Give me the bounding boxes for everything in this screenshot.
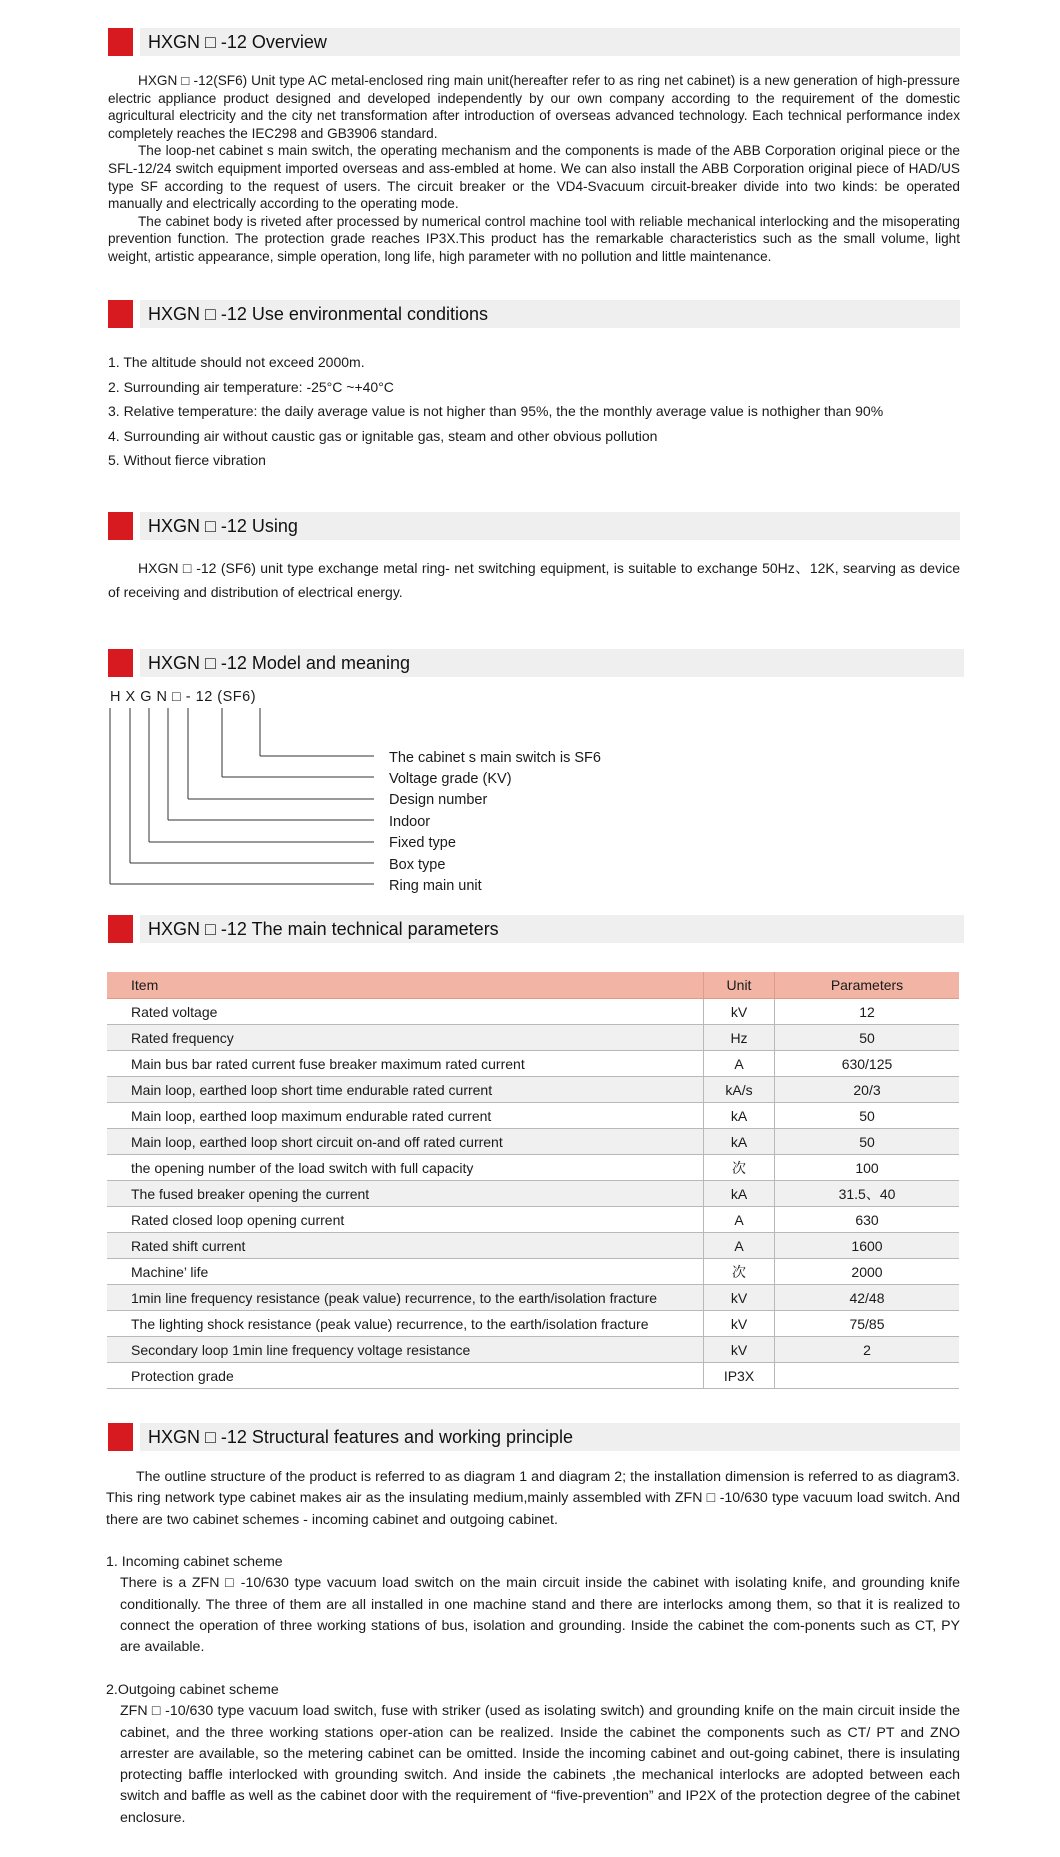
cell-item: Rated closed loop opening current: [107, 1207, 704, 1233]
cell-unit: kV: [704, 1311, 775, 1337]
section-title: HXGN □ -12 Using: [148, 516, 298, 536]
cell-item: the opening number of the load switch with full capacity: [107, 1155, 704, 1181]
list-item: 2. Surrounding air temperature: -25°C ~+40°C: [108, 378, 394, 395]
cell-value: 1600: [775, 1233, 960, 1259]
column-header-parameters: Parameters: [775, 972, 960, 999]
cell-item: The lighting shock resistance (peak value) recurrence, to the earth/isolation fracture: [107, 1311, 704, 1337]
cell-value: 31.5、40: [775, 1181, 960, 1207]
table-row: [107, 1077, 959, 1103]
cell-item: Machine’ life: [107, 1259, 704, 1285]
column-header-unit: Unit: [704, 972, 775, 999]
cell-unit: A: [704, 1051, 775, 1077]
cell-value: 50: [775, 1103, 960, 1129]
section-title: HXGN □ -12 The main technical parameters: [148, 919, 499, 939]
section-marker: [108, 915, 133, 943]
model-diagram: [108, 708, 388, 892]
cell-item: Protection grade: [107, 1363, 704, 1389]
cell-unit: kA: [704, 1103, 775, 1129]
cell-unit: kA/s: [704, 1077, 775, 1103]
meaning-label: Indoor: [389, 814, 431, 830]
column-header-item: Item: [107, 972, 704, 999]
cell-unit: A: [704, 1233, 775, 1259]
cell-value: 20/3: [775, 1077, 960, 1103]
table-row: [107, 1103, 959, 1129]
table-row: [107, 1311, 959, 1337]
cell-unit: IP3X: [704, 1363, 775, 1389]
overview-paragraph: The cabinet body is riveted after processed by numerical control machine tool with reliable mechanical interlocking and the misoperating prevention function. The protection grade reaches IP3X.This product has the remarkable characteristics such as the small volume, light weight, artistic appearance, simple operation, long life, high parameter with no pollution and little maintenance.: [108, 213, 960, 264]
cell-unit: 次: [704, 1155, 775, 1181]
section-title: HXGN □ -12 Model and meaning: [148, 653, 411, 673]
using-text: [108, 556, 960, 604]
cell-item: Main loop, earthed loop maximum endurable rated current: [107, 1103, 704, 1129]
section-title: HXGN □ -12 Use environmental conditions: [148, 304, 489, 324]
cell-item: The fused breaker opening the current: [107, 1181, 704, 1207]
cell-item: 1min line frequency resistance (peak value) recurrence, to the earth/isolation fracture: [107, 1285, 704, 1311]
cell-value: 630/125: [775, 1051, 960, 1077]
model-code: H X G N □ - 12 (SF6): [110, 689, 257, 705]
outgoing-text: ZFN □ -10/630 type vacuum load switch, fuse with striker (used as isolating switch) and grounding knife on the main circuit inside the cabinet, and the three working stations oper-ation can be realized. Inside the cabinet the components such as CT/ PT and ZNO arrester are available, so the metering cabinet can be omitted. Inside the incoming cabinet and out-going cabinet, there is insulating protecting baffle interlocked with grounding switch. And inside the cabinets ,the mechanical interlocks are adopted between each switch and baffle as well as the cabinet door with the requirement of “five-prevention” and IP2X of the protection degree of the cabinet enclosure.: [120, 1703, 960, 1826]
list-item: 5. Without fierce vibration: [108, 452, 266, 468]
structure-intro: [106, 1467, 960, 1531]
cell-value: 42/48: [775, 1285, 960, 1311]
environment-list: [108, 350, 960, 473]
cell-item: Main loop, earthed loop short circuit on-and off rated current: [107, 1129, 704, 1155]
cell-item: Main loop, earthed loop short time endurable rated current: [107, 1077, 704, 1103]
cell-unit: kV: [704, 1285, 775, 1311]
list-item: 1. The altitude should not exceed 2000m.: [108, 354, 365, 370]
cell-value: 50: [775, 1129, 960, 1155]
list-item: 4. Surrounding air without caustic gas or ignitable gas, steam and other obvious pollution: [108, 427, 658, 444]
cell-item: Rated frequency: [107, 1025, 704, 1051]
structure-header: [108, 1423, 960, 1451]
cell-value: 50: [775, 1025, 960, 1051]
cell-value: [775, 1363, 960, 1389]
overview-paragraph: HXGN □ -12(SF6) Unit type AC metal-enclosed ring main unit(hereafter refer to as ring net cabinet) is a new generation of high-pressure electric appliance product designed and developed independently by our own company according to the requirement of the domestic agricultural electricity and the city net transformation after introduction of overseas advanced technology. Each technical performance index completely reaches the IEC298 and GB3906 standard.: [108, 73, 960, 141]
overview-text: [108, 72, 960, 266]
cell-item: Rated voltage: [107, 999, 704, 1025]
overview-header: [108, 28, 960, 56]
section-marker: [108, 512, 133, 540]
section-title: HXGN □ -12 Structural features and working principle: [148, 1427, 574, 1447]
overview-paragraph: The loop-net cabinet s main switch, the operating mechanism and the components is made of the ABB Corporation original piece or the SFL-12/24 switch equipment imported overseas and ass-embled at home. We can also install the ABB Corporation original piece of HAD/US type SF according to the request of users. The circuit breaker or the VD4-Svacuum circuit-breaker divide into two kinds: be operated manually and electrically according to the operating mode.: [108, 143, 960, 212]
table-row: [107, 1207, 959, 1233]
table-row: [107, 1337, 959, 1363]
table-row: [107, 1233, 959, 1259]
section-marker: [108, 649, 133, 677]
using-paragraph: HXGN □ -12 (SF6) unit type exchange metal ring- net switching equipment, is suitable to exchange 50Hz、12K, searving as device of receiving and distribution of electrical energy.: [108, 560, 960, 600]
meaning-label: Voltage grade (KV): [389, 771, 512, 787]
table-row: [107, 1025, 959, 1051]
cell-value: 100: [775, 1155, 960, 1181]
table-row: [107, 999, 959, 1025]
cell-item: Main bus bar rated current fuse breaker maximum rated current: [107, 1051, 704, 1077]
structure-paragraph: The outline structure of the product is referred to as diagram 1 and diagram 2; the installation dimension is referred to as diagram3. This ring network type cabinet makes air as the insulating medium,mainly assembled with ZFN □ -10/630 type vacuum load switch. And there are two cabinet schemes - incoming cabinet and outgoing cabinet.: [106, 1469, 960, 1528]
incoming-heading: 1. Incoming cabinet scheme: [106, 1554, 283, 1570]
section-title: HXGN □ -12 Overview: [148, 32, 327, 52]
cell-unit: kV: [704, 999, 775, 1025]
table-header-row: [107, 972, 959, 999]
table-row: [107, 1051, 959, 1077]
meaning-label: The cabinet s main switch is SF6: [389, 750, 601, 766]
cell-value: 630: [775, 1207, 960, 1233]
meaning-label: Box type: [389, 857, 446, 873]
cell-unit: kA: [704, 1129, 775, 1155]
cell-item: Secondary loop 1min line frequency voltage resistance: [107, 1337, 704, 1363]
cell-unit: 次: [704, 1259, 775, 1285]
incoming-text: There is a ZFN □ -10/630 type vacuum load switch on the main circuit inside the cabinet with isolating knife, and grounding knife conditionally. The three of them are all installed in one machine stand and there are interlocks among them, so that it is realized to connect the operation of three working stations of bus, isolation and grounding. Inside the cabinet the com-ponents such as CT, PY are available.: [120, 1575, 960, 1656]
cell-unit: kV: [704, 1337, 775, 1363]
table-row: [107, 1285, 959, 1311]
parameters-table: [107, 972, 959, 1389]
list-item: 3. Relative temperature: the daily average value is not higher than 95%, the the monthly average value is nothigher than 90%: [108, 403, 884, 419]
outgoing-heading: 2.Outgoing cabinet scheme: [106, 1682, 279, 1698]
section-marker: [108, 28, 133, 56]
table-row: [107, 1129, 959, 1155]
cell-value: 12: [775, 999, 960, 1025]
table-row: [107, 1155, 959, 1181]
cell-value: 2: [775, 1337, 960, 1363]
using-header: [108, 512, 960, 540]
cell-unit: kA: [704, 1181, 775, 1207]
section-marker: [108, 300, 133, 328]
params-header: [108, 915, 964, 943]
cell-unit: Hz: [704, 1025, 775, 1051]
table-row: [107, 1363, 959, 1389]
cell-unit: A: [704, 1207, 775, 1233]
cell-value: 75/85: [775, 1311, 960, 1337]
model-header: [108, 649, 964, 677]
cell-item: Rated shift current: [107, 1233, 704, 1259]
meaning-label: Fixed type: [389, 835, 456, 851]
incoming-scheme: [106, 1552, 960, 1658]
table-row: [107, 1181, 959, 1207]
outgoing-scheme: [106, 1680, 960, 1829]
environment-header: [108, 300, 960, 328]
meaning-label: Design number: [389, 792, 488, 808]
table-row: [107, 1259, 959, 1285]
meaning-label: Ring main unit: [389, 878, 482, 894]
cell-value: 2000: [775, 1259, 960, 1285]
section-marker: [108, 1423, 133, 1451]
